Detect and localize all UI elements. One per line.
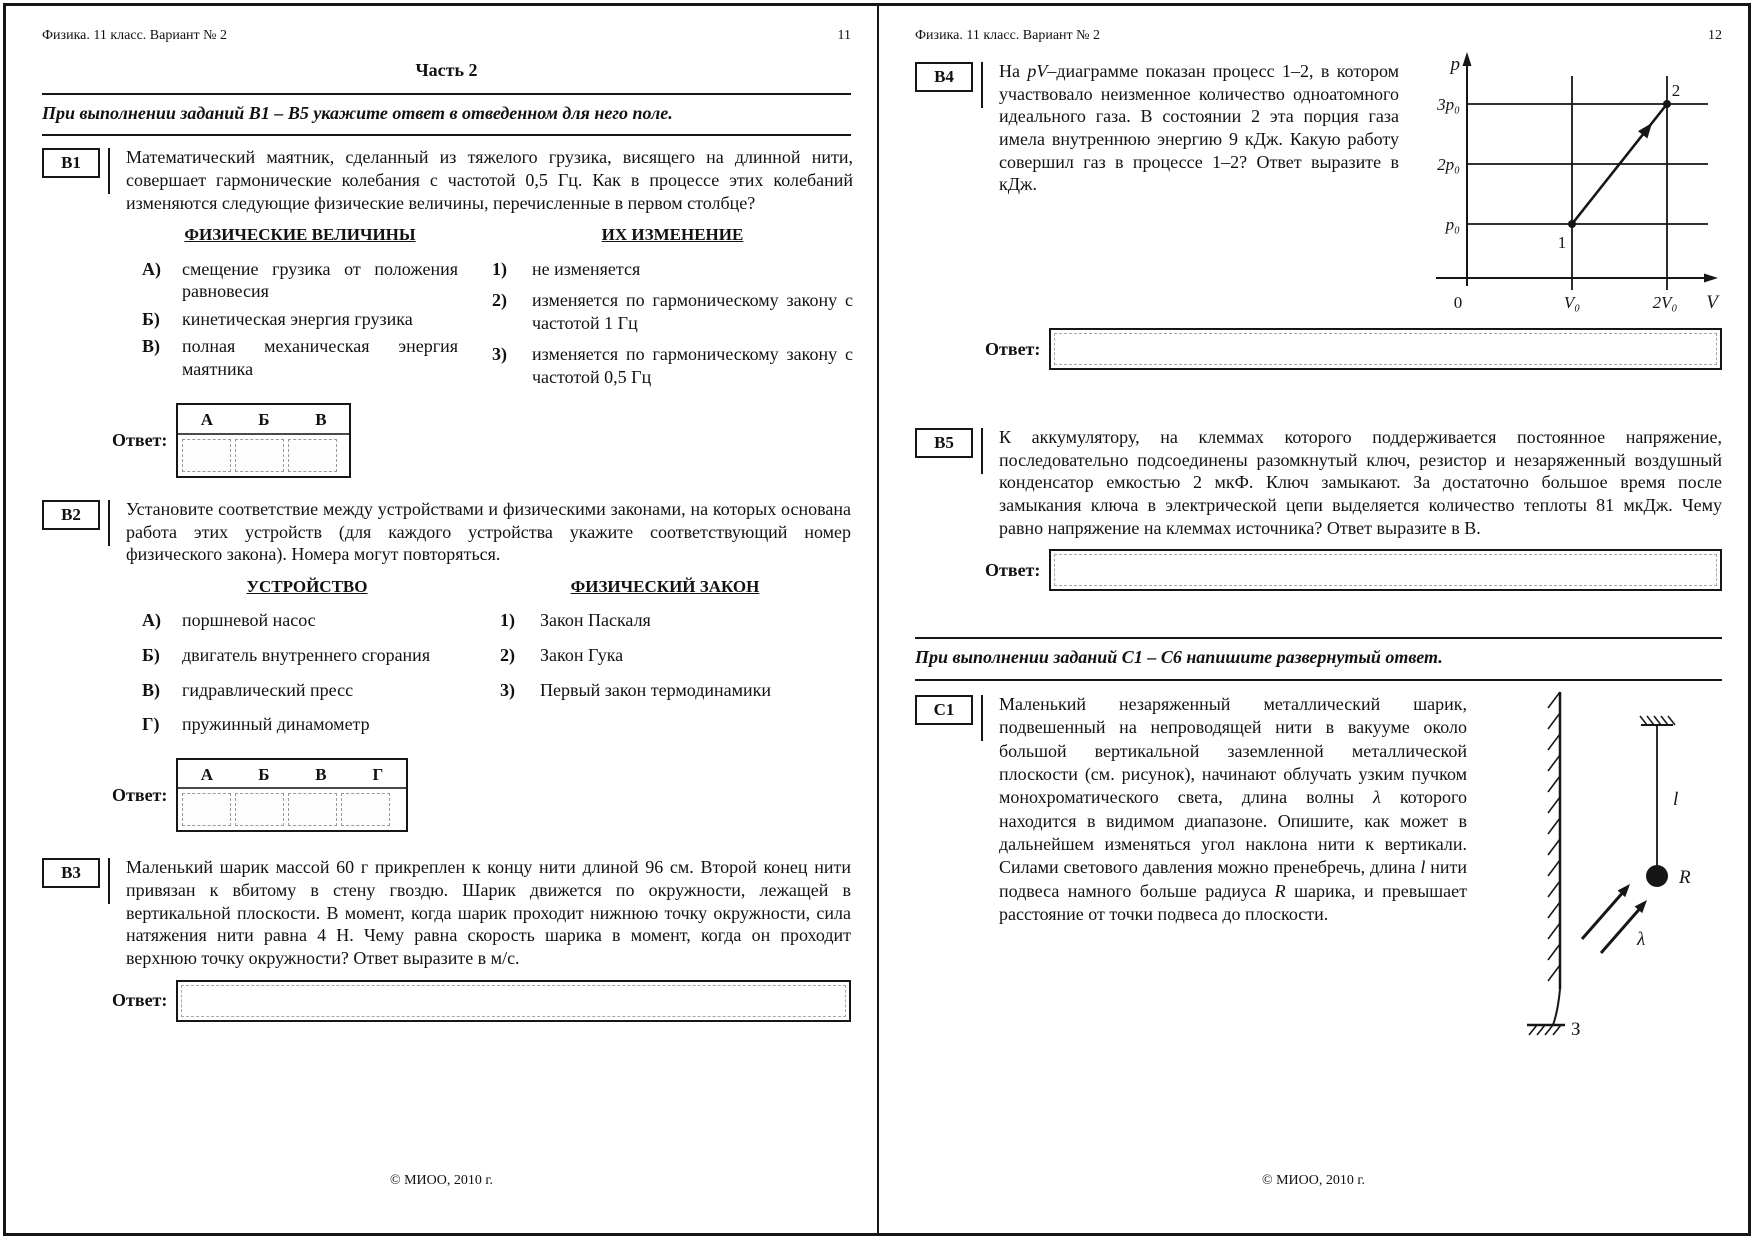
task-b5-label: В5 (915, 428, 973, 458)
c1-text-part: которого находится в видимом диапазоне. Опишите, как может в дальнейшем изменяться угол наклона нити к вертикали. Силами светового давления можно пренебречь, длина (999, 787, 1467, 878)
task-b4-text (999, 60, 1399, 318)
tick-v0: V₀ (1563, 293, 1581, 312)
state-point-2 (1663, 100, 1671, 108)
item-key: 2) (500, 644, 515, 665)
b1-col2-header: ИХ ИЗМЕНЕНИЕ (601, 225, 744, 245)
b2-col-laws (500, 576, 830, 748)
list-item (142, 258, 458, 303)
task-b3 (42, 856, 851, 1021)
b2-answer-cell-b[interactable] (235, 793, 284, 826)
point-1-label: 1 (1557, 233, 1567, 252)
page-11-header-title: Физика. 11 класс. Вариант № 2 (42, 28, 228, 43)
b5-answer-label: Ответ: (985, 560, 1041, 581)
task-b3-body (112, 856, 851, 1021)
item-key: Б) (142, 644, 160, 665)
c1-pendulum-diagram (1467, 677, 1722, 1052)
task-c1-separator (981, 695, 983, 741)
page-11 (6, 6, 877, 1233)
b3-answer-row (112, 980, 851, 1022)
task-b1-tag (42, 146, 108, 178)
grid-col-label: А (200, 410, 214, 430)
b1-answer-grid-cells (178, 433, 349, 476)
grid-col-label: В (315, 410, 327, 430)
b4-pv-diagram (1399, 46, 1722, 318)
b1-answer-cell-b[interactable] (235, 439, 284, 472)
b4-answer-label: Ответ: (985, 338, 1041, 359)
ball (1646, 865, 1668, 887)
item-text: гидравлический пресс (182, 679, 354, 700)
item-text: кинетическая энергия грузика (182, 308, 413, 329)
wall-ground-wire (1553, 989, 1560, 1025)
b2-answer-cell-v[interactable] (288, 793, 337, 826)
task-b2-body (112, 498, 851, 833)
list-item (500, 679, 830, 702)
item-text: полная механическая энергия маятника (182, 336, 458, 379)
b1-col-quantities (142, 224, 458, 393)
page-11-footer: © МИОО, 2010 г. (389, 1173, 494, 1188)
ceiling-hatching (1640, 716, 1675, 725)
p-axis-label: p (1450, 54, 1460, 75)
ground-hatching (1529, 1025, 1561, 1035)
item-text: Закон Паскаля (540, 610, 651, 631)
tick-3p0: 3p₀ (1437, 95, 1460, 114)
page-11-number: 11 (837, 28, 851, 43)
task-b1 (42, 146, 851, 478)
task-b4-separator (981, 62, 983, 108)
task-b2 (42, 498, 851, 833)
list-item (500, 644, 830, 667)
page-12-header (915, 28, 1722, 44)
task-c1-tag (915, 693, 981, 725)
c1-radius-variable: R (1274, 880, 1286, 901)
string-length-label: l (1673, 788, 1679, 810)
b3-answer-field[interactable] (176, 980, 851, 1022)
b1-answer-cell-v[interactable] (288, 439, 337, 472)
c1-content-row (999, 693, 1722, 1052)
grid-col-label: Г (372, 765, 384, 784)
list-item (142, 713, 472, 736)
tick-p0: p₀ (1445, 215, 1460, 234)
task-b3-label: В3 (42, 858, 100, 888)
state-point-1 (1568, 220, 1576, 228)
b2-answer-grid (176, 758, 408, 832)
task-b4 (915, 54, 1722, 370)
b4-text-part: На (999, 61, 1028, 81)
c1-text-part: шарика, и превышает расстояние от точки подвеса до плоскости. (999, 880, 1467, 925)
item-key: В) (142, 679, 160, 700)
task-c1-label: С1 (915, 695, 973, 725)
list-item (142, 308, 458, 331)
b2-answer-grid-cells (178, 787, 406, 830)
c1-length-variable: l (1420, 857, 1426, 878)
b3-answer-label: Ответ: (112, 990, 168, 1011)
task-b3-text: Маленький шарик массой 60 г прикреплен к концу нити длиной 96 см. Второй конец нити привязан к вбитому в стену гвоздю. Шарик движется по окружности, лежащей в вертикальной плоскости. В момент, когда шарик проходит нижнюю точку окружности, сила натяжения нити равна 4 Н. Чему равна скорость шарика в момент, когда он проходит верхнюю точку окружности? Ответ выразите в м/с. (126, 857, 851, 969)
task-b2-tag (42, 498, 108, 530)
b4-pv-variable: pV (1027, 61, 1048, 81)
task-b4-body (985, 54, 1722, 370)
ground-label: З (1571, 1018, 1581, 1040)
point-2-label: 2 (1671, 81, 1681, 100)
task-b3-tag (42, 856, 108, 888)
tick-2v0: 2V₀ (1652, 293, 1678, 312)
exam-spread (3, 3, 1751, 1236)
b2-match-table (126, 576, 851, 748)
item-text: изменяется по гармоническому закону с частотой 1 Гц (532, 290, 853, 333)
task-b5-tag (915, 426, 981, 458)
part-2-title: Часть 2 (415, 60, 478, 80)
task-b5-separator (981, 428, 983, 474)
item-key: В) (142, 336, 160, 357)
grid-col-label: Б (258, 410, 270, 430)
task-b2-separator (108, 500, 110, 546)
task-c1-body (999, 693, 1722, 1052)
list-item (492, 258, 853, 281)
task-b2-label: В2 (42, 500, 100, 530)
list-item (492, 343, 853, 388)
v-axis-arrow (1704, 274, 1718, 283)
origin-label: 0 (1453, 293, 1463, 312)
task-b4-label: В4 (915, 62, 973, 92)
item-text: пружинный динамометр (182, 714, 370, 735)
instruction-b: При выполнении заданий В1 – В5 укажите ответ в отведенном для него поле. (42, 103, 673, 123)
b4-answer-field-inner (1054, 333, 1717, 365)
item-text: поршневой насос (182, 610, 316, 631)
b1-answer-cell-a[interactable] (182, 439, 231, 472)
b2-answer-cell-g[interactable] (341, 793, 390, 826)
item-text: Первый закон термодинамики (540, 679, 772, 700)
list-item (142, 609, 472, 632)
task-b5-text: К аккумулятору, на клеммах которого поддерживается постоянное напряжение, последовательно подсоединены разомкнутый ключ, резистор и незаряженный воздушный конденсатор емкостью 2 мкФ. Ключ замыкают. За достаточно большое время после замыкания ключа в электрической цепи выделяется количество теплоты 81 мкДж. Чему равно напряжение на клеммах источника? Ответ выразите в В. (999, 427, 1722, 538)
task-b5 (915, 426, 1722, 591)
b1-answer-label: Ответ: (112, 430, 168, 451)
item-text: двигатель внутреннего сгорания (182, 644, 431, 665)
page-12-header-title: Физика. 11 класс. Вариант № 2 (915, 28, 1101, 43)
tick-2p0: 2p₀ (1437, 155, 1460, 174)
task-b5-body (985, 426, 1722, 591)
item-key: А) (142, 258, 161, 279)
b5-answer-field-inner (1054, 554, 1717, 586)
c1-text-part: Маленький незаряженный металлический шарик, подвешенный на непроводящей нити в вакууме около большой вертикальной заземленной металлической плоскости (см. рисунок), начинают облучать узким пучком монохроматического света, длина волны (999, 693, 1467, 808)
task-b1-text: Математический маятник, сделанный из тяжелого грузика, висящего на длинной нити, совершает гармонические колебания с частотой 0,5 Гц. Как в процессе этих колебаний изменяются следующие физические величины, перечисленные в первом столбце? (126, 147, 853, 213)
item-key: А) (142, 610, 161, 631)
rule-bottom (42, 134, 851, 136)
task-b2-text: Установите соответствие между устройствами и физическими законами, на которых основана работа этих устройств (для каждого устройства укажите соответствующий номер физического закона). Номера могут повторяться. (126, 498, 851, 565)
b2-answer-row (112, 758, 851, 832)
task-b3-separator (108, 858, 110, 904)
task-c1-text (999, 693, 1467, 1052)
item-key: 1) (500, 610, 515, 631)
b1-col1-header: ФИЗИЧЕСКИЕ ВЕЛИЧИНЫ (184, 225, 416, 245)
list-item (142, 679, 472, 702)
item-text: не изменяется (532, 258, 641, 279)
c1-lambda-variable: λ (1373, 787, 1381, 808)
b2-answer-label: Ответ: (112, 784, 168, 805)
page-12-number: 12 (1708, 28, 1722, 43)
b4-answer-row (985, 328, 1722, 370)
item-key: Г) (142, 714, 160, 735)
pendulum-figure (1497, 677, 1722, 1052)
task-c1 (915, 693, 1722, 1052)
b1-col-changes (492, 224, 853, 393)
b1-match-table (126, 224, 853, 393)
list-item (492, 289, 853, 334)
item-key: 1) (492, 258, 507, 279)
list-item (142, 644, 472, 667)
p-axis-arrow (1463, 52, 1472, 66)
b5-answer-row (985, 549, 1722, 591)
task-b1-body (112, 146, 853, 478)
task-b4-tag (915, 60, 981, 92)
b4-text-part: –диаграмме показан процесс 1–2, в котором участвовало неизменное количество одноатомного идеального газа. В состоянии 2 эта порция газа имела внутреннюю энергию 9 кДж. Какую работу совершил газ в процессе 1–2? Ответ выразите в кДж. (999, 61, 1399, 195)
page-12 (879, 6, 1748, 1233)
grid-col-label: А (200, 765, 214, 784)
list-item (142, 335, 458, 380)
list-item (500, 609, 830, 632)
grid-col-label: В (315, 765, 327, 784)
section-c-heading (915, 637, 1722, 680)
wavelength-label: λ (1637, 928, 1646, 950)
item-text: изменяется по гармоническому закону с частотой 0,5 Гц (532, 344, 853, 387)
c1-text-part: нити подвеса намного больше радиуса (999, 857, 1467, 901)
item-key: 3) (492, 344, 507, 365)
b4-answer-field[interactable] (1049, 328, 1722, 370)
v-axis-label: V (1706, 292, 1718, 313)
page-11-header (42, 28, 851, 44)
grid-col-label: Б (258, 765, 270, 784)
b3-answer-field-inner (181, 985, 846, 1017)
ball-radius-label: R (1679, 866, 1691, 888)
item-key: Б) (142, 308, 160, 329)
b4-content-row (999, 54, 1722, 318)
b1-answer-grid-header (178, 405, 349, 432)
item-key: 2) (492, 290, 507, 311)
item-key: 3) (500, 679, 515, 700)
b2-col1-header: УСТРОЙСТВО (246, 576, 368, 596)
b2-col2-header: ФИЗИЧЕСКИЙ ЗАКОН (570, 576, 760, 596)
wall-hatching (1548, 692, 1560, 981)
item-text: смещение грузика от положения равновесия (182, 258, 458, 302)
b5-answer-field[interactable] (1049, 549, 1722, 591)
pv-diagram-figure (1422, 46, 1722, 318)
b2-col-devices (142, 576, 472, 748)
b2-answer-cell-a[interactable] (182, 793, 231, 826)
instruction-c: При выполнении заданий С1 – С6 напишите развернутый ответ. (915, 647, 1443, 668)
item-text: Закон Гука (540, 644, 624, 665)
task-b1-separator (108, 148, 110, 194)
task-b1-label: В1 (42, 148, 100, 178)
page-12-footer: © МИОО, 2010 г. (1261, 1173, 1366, 1188)
b2-answer-grid-header (178, 760, 406, 787)
b1-answer-grid (176, 403, 351, 477)
b1-answer-row (112, 403, 853, 477)
